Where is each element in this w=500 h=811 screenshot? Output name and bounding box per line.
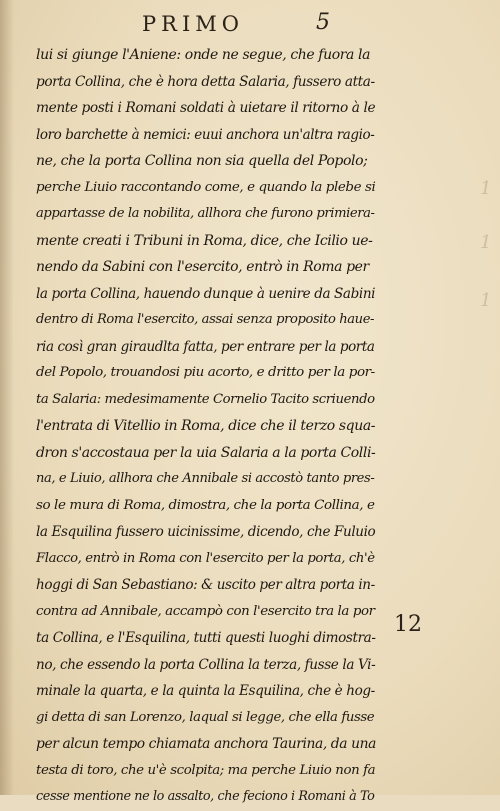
text-line: mente creati i Tribuni in Roma, dice, che Icilio ue- [36, 232, 373, 249]
text-line: contra ad Annibale, accampò con l'esercito tra la por [36, 603, 375, 619]
text-line: loro barchette à nemici: euui anchora un'altra ragio- [36, 126, 375, 143]
text-line: la Esquilina fussero uicinissime, dicendo, che Fuluio [36, 524, 376, 540]
text-line: so le mura di Roma, dimostra, che la porta Collina, e [36, 497, 375, 513]
text-line: dron s'accostaua per la uia Salaria a la porta Colli- [36, 444, 376, 461]
text-line: na, e Liuio, allhora che Annibale si accostò tanto pres- [36, 471, 375, 486]
text-line: ria così gran giraudlta fatta, per entrare per la porta [36, 338, 375, 355]
gutter-shadow [0, 0, 14, 795]
text-line: Flacco, entrò in Roma con l'esercito per la porta, ch'è [36, 550, 375, 566]
page-number: 5 [316, 10, 330, 35]
text-line: la porta Collina, hauendo dunque à uenire da Sabini [36, 285, 376, 302]
text-line: mente posti i Romani soldati à uietare il ritorno à le [36, 100, 376, 116]
text-line: gi detta di san Lorenzo, laqual si legge, che ella fusse [36, 709, 375, 725]
text-line: del Popolo, trouandosi piu acorto, e dritto per la por- [36, 365, 375, 380]
text-line: ta Salaria: medesimamente Cornelio Tacito scriuendo [36, 391, 375, 407]
running-head: PRIMO [142, 12, 244, 36]
text-line: testa di toro, che u'è scolpita; ma perche Liuio non fa [36, 762, 376, 778]
signature-mark: 12 [394, 612, 422, 637]
text-line: l'entrata di Vitellio in Roma, dice che il terzo squa- [36, 418, 376, 434]
show-through-mark: 1 [480, 290, 492, 311]
text-line: cesse mentione ne lo assalto, che feciono i Romani à To [36, 789, 375, 804]
text-line: dentro di Roma l'esercito, assai senza proposito haue- [36, 312, 375, 327]
page-header [0, 12, 500, 40]
text-line: minale la quarta, e la quinta la Esquilina, che è hog- [36, 683, 375, 699]
text-line: ne, che la porta Collina non sia quella del Popolo; [36, 153, 368, 169]
show-through-mark: 1 [480, 178, 492, 199]
text-line: no, che essendo la porta Collina la terza, fusse la Vi- [36, 656, 376, 673]
text-line: perche Liuio raccontando come, e quando la plebe si [36, 179, 376, 195]
text-line: ta Collina, e l'Esquilina, tutti questi luoghi dimostra- [36, 630, 376, 646]
body-text [36, 42, 376, 811]
show-through-mark: 1 [480, 232, 492, 253]
text-line: appartasse de la nobilita, allhora che furono primiera- [36, 206, 375, 221]
text-line: porta Collina, che è hora detta Salaria, fussero atta- [36, 73, 375, 90]
text-line: lui si giunge l'Aniene: onde ne segue, che fuora la [36, 47, 371, 63]
text-line: hoggi di San Sebastiano: & uscito per altra porta in- [36, 577, 375, 593]
text-line: per alcun tempo chiamata anchora Taurina, da una [36, 736, 376, 752]
text-line: nendo da Sabini con l'esercito, entrò in Roma per [36, 259, 369, 275]
